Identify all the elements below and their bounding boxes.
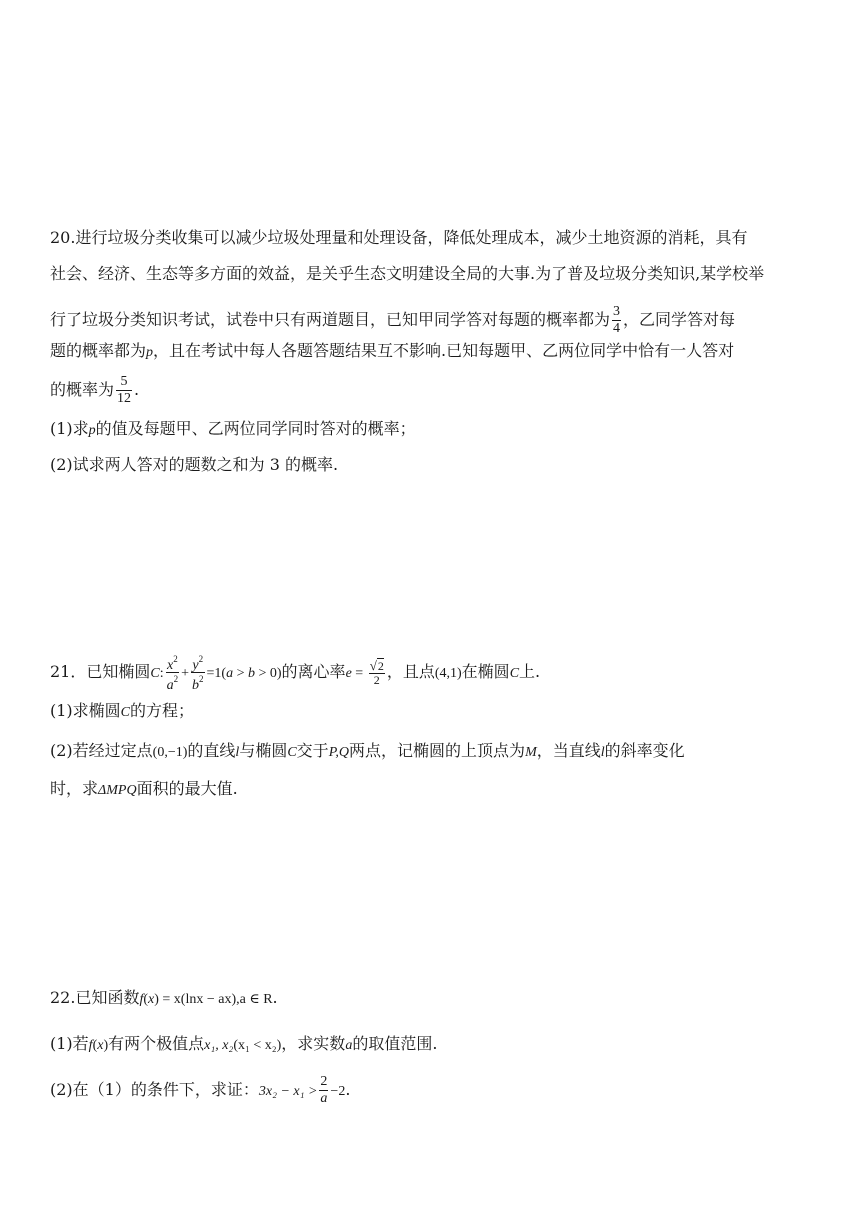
- q20-text-3b: ，乙同学答对每: [623, 310, 736, 329]
- q21-line-3: [50, 779, 238, 801]
- q21-text-1d: 在椭圆: [461, 662, 510, 681]
- q21-part2-text-c: 与椭圆: [239, 741, 288, 760]
- q21-part2-text-f: ，当直线: [536, 741, 601, 760]
- q20-line-1: [50, 228, 747, 248]
- q21-text-1c: ，且点: [386, 662, 435, 681]
- q21-part1-text-a: (1)求椭圆: [50, 701, 121, 720]
- q22-part1-text-c: ，求实数: [281, 1034, 346, 1053]
- q20-part1-text-a: (1)求: [50, 419, 89, 438]
- q20-part2-text: (2)试求两人答对的题数之和为 3 的概率.: [50, 455, 339, 474]
- q22-part2-text-a: (2)在（1）的条件下，求证：: [50, 1080, 259, 1099]
- q21-part2-text-e: 两点，记椭圆的上顶点为: [349, 741, 526, 760]
- triangle-MPQ: ΔMPQ: [98, 783, 137, 798]
- fraction-five-twelfths: $\frac{5}{12}$: [117, 374, 132, 406]
- q21-text-1e: 上.: [519, 662, 541, 681]
- q20-line-5: [50, 370, 139, 410]
- q22-part1-text-b: 有两个极值点: [108, 1034, 205, 1053]
- q20-text-2: 社会、经济、生态等多方面的效益，是关乎生态文明建设全局的大事.为了普及垃圾分类知识,某学校举: [50, 264, 765, 283]
- q22-text-1b: .: [272, 988, 278, 1007]
- var-C: C: [150, 666, 160, 681]
- q21-part-1: (1)求椭圆C的方程；: [50, 701, 195, 720]
- q21-part1-text-b: 的方程；: [130, 701, 195, 720]
- q20-text-5b: .: [134, 380, 140, 399]
- q20-text-5a: 的概率为: [50, 380, 115, 399]
- q20-part1-text-b: 的值及每题甲、乙两位同学同时答对的概率；: [95, 419, 416, 438]
- q21-part-2: (2)若经过定点(0,−1)的直线l与椭圆C交于P,Q两点，记椭圆的上顶点为M，当直线l的斜率变化: [50, 741, 685, 760]
- q20-line-2: [50, 264, 764, 284]
- inequality-rhs: −2: [330, 1084, 346, 1099]
- function-definition: = x(lnx − ax),a ∈ R: [158, 992, 273, 1007]
- q20-line-3: [50, 300, 735, 340]
- q22-part-1: (1)若f(x)有两个极值点x₁, x₂(x₁ < x₂)，求实数a的取值范围.: [50, 1034, 438, 1053]
- q21-part2-text-d: 交于: [296, 741, 329, 760]
- extreme-points: x₁, x₂: [204, 1038, 234, 1053]
- q21-part2-text-g: 的斜率变化: [604, 741, 685, 760]
- q21-text-1a: 21．已知椭圆: [50, 662, 151, 681]
- q22-text-1a: 22.已知函数: [50, 988, 140, 1007]
- var-e: e: [345, 666, 352, 681]
- q20-part-1: [50, 419, 416, 441]
- inequality-lhs: 3x₂ − x₁ >: [258, 1084, 318, 1099]
- q20-text-1: 20.进行垃圾分类收集可以减少垃圾处理量和处理设备，降低处理成本，减少土地资源的消耗，具有: [50, 228, 748, 247]
- q21-line-1: 21．已知椭圆C: $\frac{x^2}{a^2}$ + $\frac{y^2}{b^2}$ =1(a > b > 0)的离心率e = $\frac{√2}{2}$ ，且点(4,1)在椭圆C上.: [50, 654, 541, 693]
- fraction-three-quarters: $\frac{3}{4}$: [613, 304, 621, 336]
- fraction-x2-a2: $\frac{x^2}{a^2}$: [166, 654, 179, 693]
- q21-part2-text-b: 的直线: [187, 741, 236, 760]
- q21-text-1b: 的离心率: [281, 662, 346, 681]
- fraction-y2-b2: $\frac{y^2}{b^2}$: [192, 654, 204, 693]
- fraction-2-over-a: $\frac{2}{a}$: [320, 1074, 328, 1106]
- q22-line-1: 22.已知函数f(x) = x(lnx − ax),a ∈ R.: [50, 988, 278, 1007]
- order-condition: (x₁ < x₂): [233, 1038, 282, 1053]
- q21-text-3a: 时，求: [50, 779, 99, 798]
- q21-part2-text-a: (2)若经过定点: [50, 741, 153, 760]
- q22-part-2: [50, 1068, 350, 1114]
- q22-part2-text-b: .: [345, 1080, 351, 1099]
- q20-text-4a: 题的概率都为: [50, 341, 147, 360]
- q21-text-3b: 面积的最大值.: [136, 779, 238, 798]
- q20-part-2: [50, 455, 338, 475]
- var-p: p: [88, 423, 96, 438]
- fraction-sqrt2-over-2: $\frac{√2}{2}$: [369, 657, 384, 687]
- q20-line-4: [50, 341, 734, 363]
- q20-text-4b: ，且在考试中每人各题答题结果互不影响.已知每题甲、乙两位同学中恰有一人答对: [153, 341, 735, 360]
- var-p: p: [146, 345, 154, 360]
- q22-part1-text-a: (1)若: [50, 1034, 89, 1053]
- q20-text-3a: 行了垃圾分类知识考试，试卷中只有两道题目，已知甲同学答对每题的概率都为: [50, 310, 611, 329]
- fixed-point: (0,−1): [152, 745, 188, 760]
- q22-part1-text-d: 的取值范围.: [352, 1034, 438, 1053]
- point-4-1: (4,1): [434, 666, 462, 681]
